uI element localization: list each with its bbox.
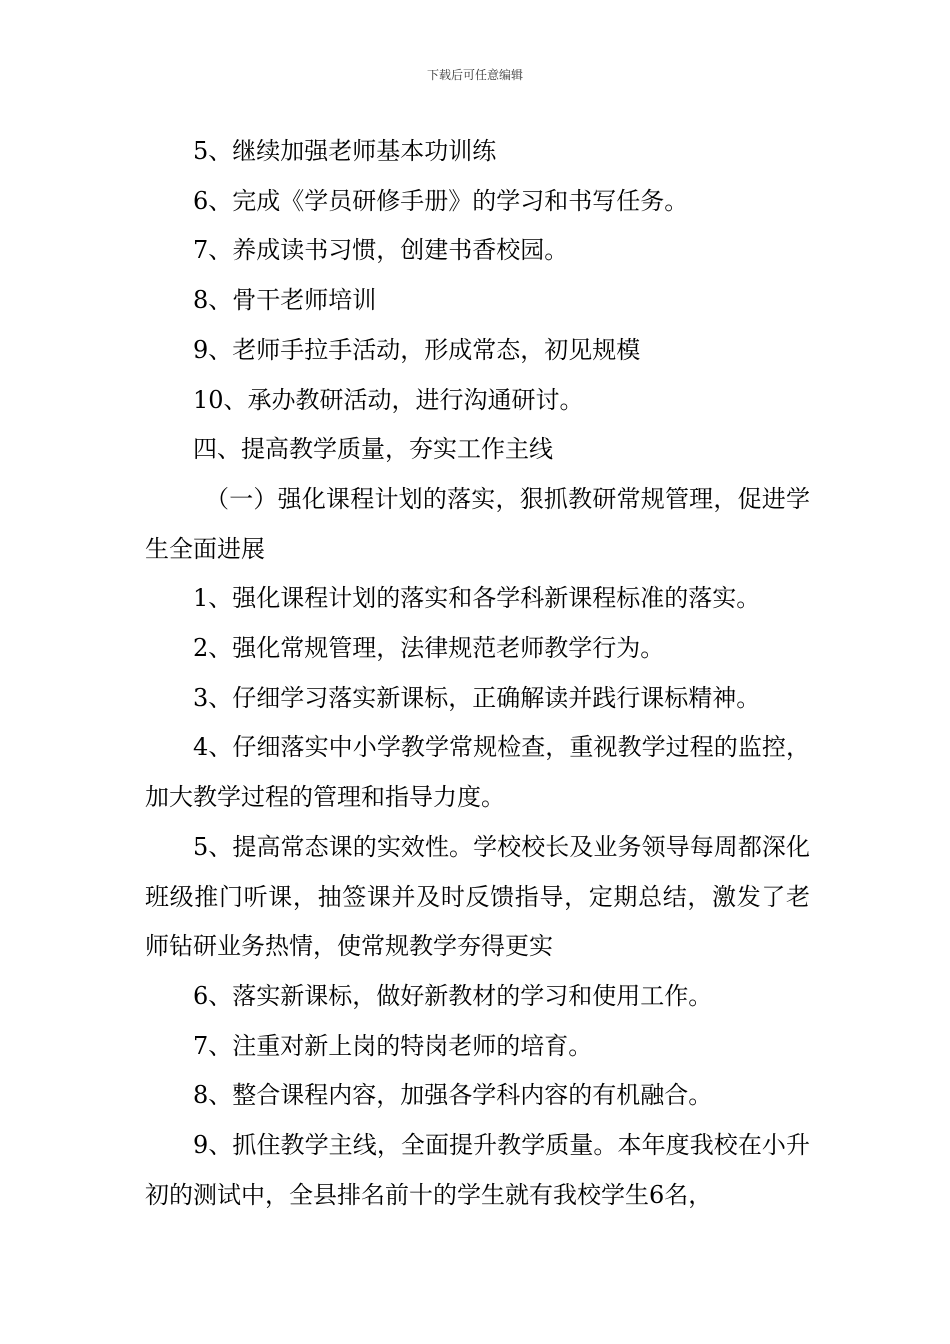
paragraph-item-6: 6、完成《学员研修手册》的学习和书写任务。 [193,186,689,215]
section-heading-4: 四、提高教学质量，夯实工作主线 [193,435,553,464]
paragraph-item-8: 8、骨干老师培训 [193,286,377,315]
list-item-8: 8、整合课程内容，加强各学科内容的有机融合。 [193,1081,713,1110]
paragraph-item-10: 10、承办教研活动，进行沟通研讨。 [193,385,584,414]
list-item-1: 1、强化课程计划的落实和各学科新课程标准的落实。 [193,584,761,613]
list-item-6: 6、落实新课标，做好新教材的学习和使用工作。 [193,981,713,1010]
document-body [145,127,810,1220]
page-header-note: 下载后可任意编辑 [426,68,523,82]
list-item-3: 3、仔细学习落实新课标，正确解读并践行课标精神。 [193,683,761,712]
list-item-4: 4、仔细落实中小学教学常规检查，重视教学过程的监控，加大教学过程的管理和指导力度。 [145,733,810,812]
paragraph-item-9: 9、老师手拉手活动，形成常态，初见规模 [193,335,641,364]
list-item-7: 7、注重对新上岗的特岗老师的培育。 [193,1031,593,1060]
paragraph-item-5: 5、继续加强老师基本功训练 [193,137,497,165]
subsection-heading-1: （一）强化课程计划的落实，狠抓教研常规管理，促进学生全面进展 [145,484,810,563]
list-item-5: 5、提高常态课的实效性。学校校长及业务领导每周都深化班级推门听课，抽签课并及时反馈指导，定期总结，激发了老师钻研业务热情，使常规教学夯得更实 [145,832,810,961]
list-item-9: 9、抓住教学主线，全面提升教学质量。本年度我校在小升初的测试中，全县排名前十的学生就有我校学生6名， [145,1131,810,1209]
paragraph-item-7: 7、养成读书习惯，创建书香校园。 [193,236,569,265]
list-item-2: 2、强化常规管理，法律规范老师教学行为。 [193,634,665,663]
